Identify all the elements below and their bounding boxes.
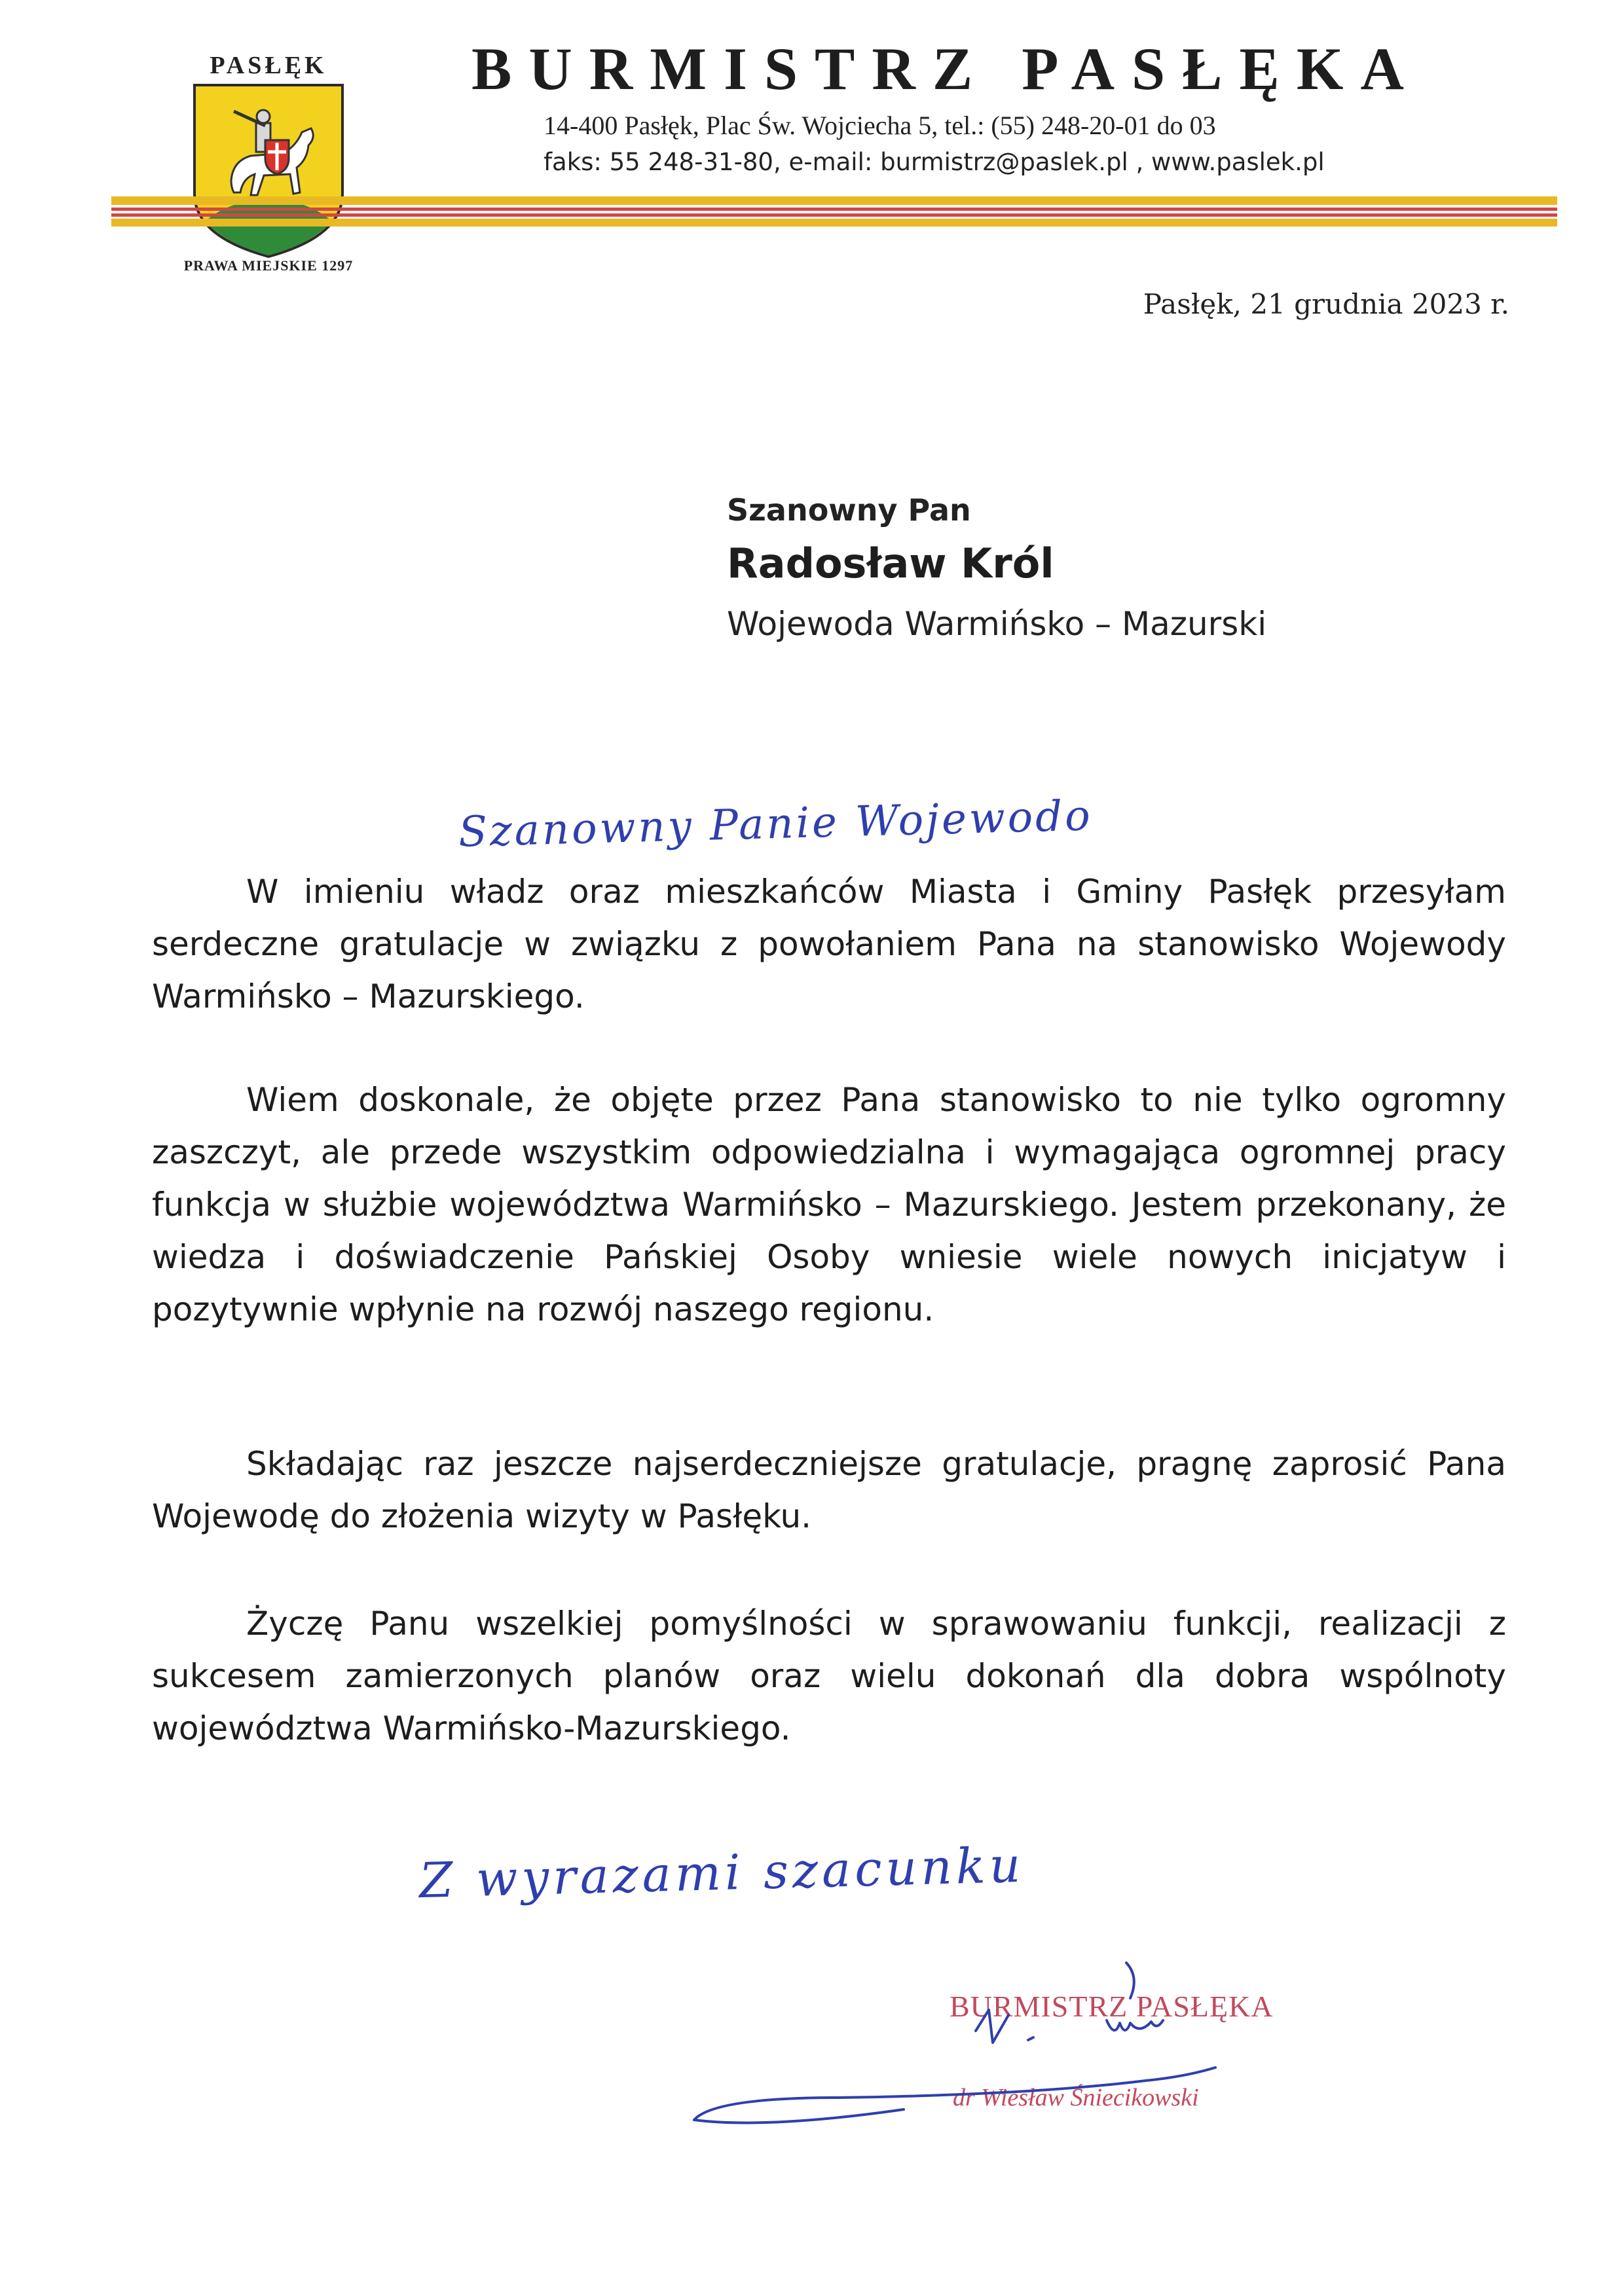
handwritten-signature [688,1958,1316,2134]
stamp-title: BURMISTRZ PASŁĘKA [950,1990,1274,2023]
recipient-salutation: Szanowny Pan [727,492,971,528]
body-paragraph: Wiem doskonale, że objęte przez Pana stanowisko to nie tylko ogromny zaszczyt, ale przede wszystkim odpowiedzialna i wymagająca ogromnej pracy funkcja w służbie województwa Warmińsko – Mazurskiego. Jestem przekonany, że wiedza i doświadczenie Pańskiej Osoby wniesie wiele nowych inicjatyw i pozytywnie wpłynie na rozwój naszego regionu. [152,1081,1506,1328]
letterhead-title: BURMISTRZ PASŁĘKA [471,35,1421,102]
letterhead-address: 14-400 Pasłęk, Plac Św. Wojciecha 5, tel.: (55) 248-20-01 do 03 [544,111,1216,140]
coat-of-arms-caption: PRAWA MIEJSKIE 1297 [183,257,354,274]
recipient-role: Wojewoda Warmińsko – Mazurski [727,605,1267,643]
handwritten-greeting: Szanowny Panie Wojewodo [458,792,1094,857]
body-paragraph: Życzę Panu wszelkiej pomyślności w sprawowaniu funkcji, realizacji z sukcesem zamierzonych planów oraz wielu dokonań dla dobra wspólnoty województwa Warmińsko-Mazurskiego. [152,1605,1506,1747]
coat-of-arms-icon [192,82,345,259]
letterhead-contact: faks: 55 248-31-80, e-mail: burmistrz@paslek.pl , www.paslek.pl [544,148,1325,176]
coat-of-arms-town-name: PASŁĘK [210,52,327,79]
handwritten-closing: Z wyrazami szacunku [418,1836,1025,1910]
body-paragraph: W imieniu władz oraz mieszkańców Miasta i Gminy Pasłęk przesyłam serdeczne gratulacje w związku z powołaniem Pana na stanowisko Wojewody Warmińsko – Mazurskiego. [152,873,1506,1015]
letter-date: Pasłęk, 21 grudnia 2023 r. [1143,288,1509,320]
body-paragraph: Składając raz jeszcze najserdeczniejsze gratulacje, pragnę zaprosić Pana Wojewodę do złożenia wizyty w Pasłęku. [152,1445,1506,1535]
recipient-name: Radosław Król [727,539,1054,587]
letterhead-stripes [111,196,1557,227]
stamp-signatory-name: dr Wiesław Śniecikowski [953,2084,1199,2111]
